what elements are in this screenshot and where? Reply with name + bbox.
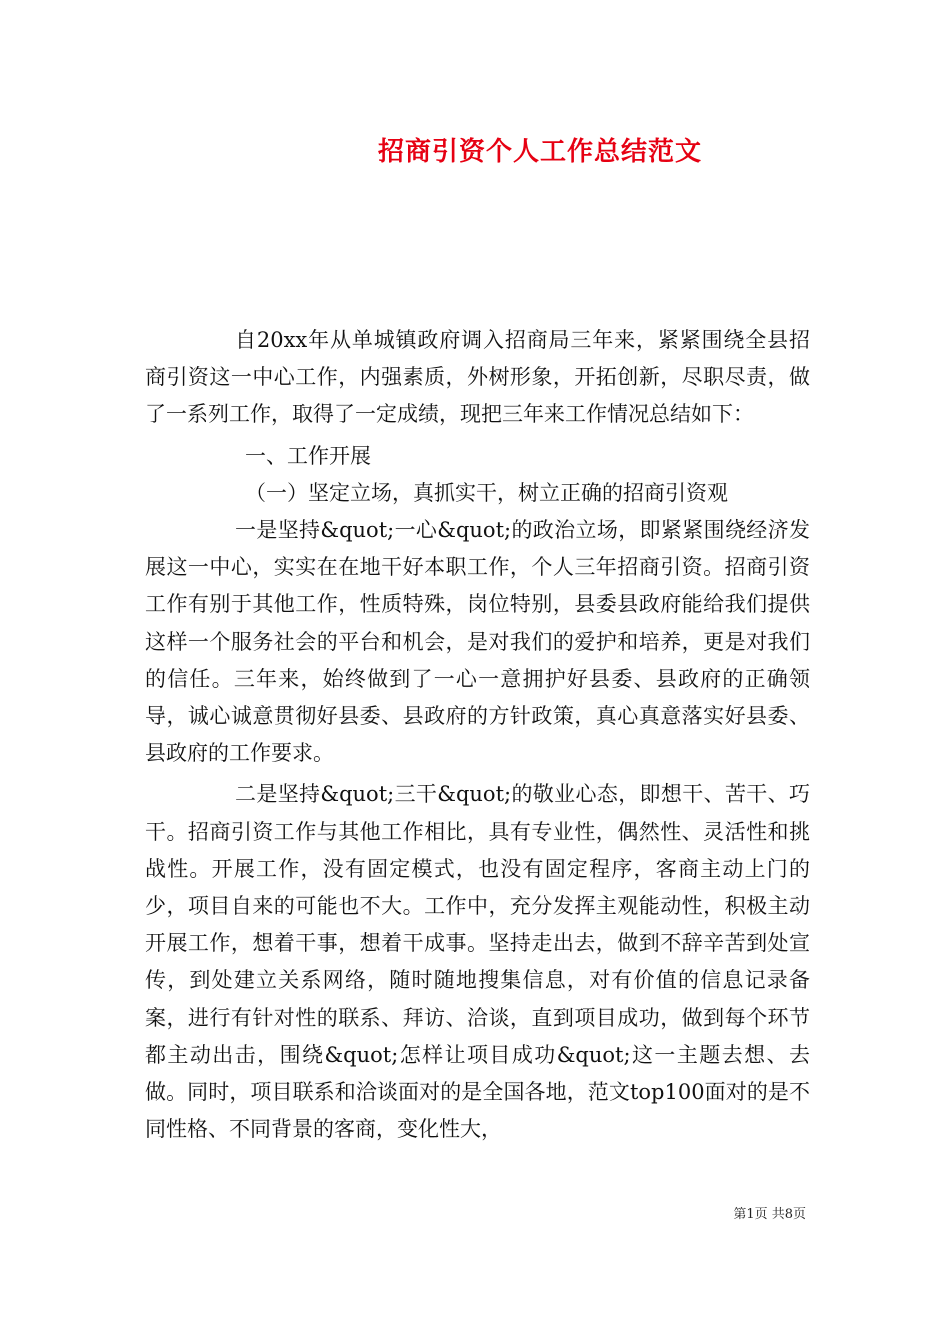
page-number-footer: 第1页 共8页 xyxy=(733,1207,806,1222)
document-title: 招商引资个人工作总结范文 xyxy=(377,137,702,167)
paragraph-intro: 自20xx年从单城镇政府调入招商局三年来，紧紧围绕全县招商引资这一中心工作，内强素质，外树形象，开拓创新，尽职尽责，做了一系列工作，取得了一定成绩，现把三年来工作情况总结如下： xyxy=(145,328,810,427)
section-heading: 一、工作开展 xyxy=(245,443,371,468)
document-body xyxy=(145,322,810,1148)
paragraph-point-two: 二是坚持&quot;三干&quot;的敬业心态，即想干、苦干、巧干。招商引资工作与其他工作相比，具有专业性，偶然性、灵活性和挑战性。开展工作，没有固定模式，也没有固定程序，客商主动上门的少，项目自来的可能也不大。工作中，充分发挥主观能动性，积极主动开展工作，想着干事，想着干成事。坚持走出去，做到不辞辛苦到处宣传，到处建立关系网络，随时随地搜集信息，对有价值的信息记录备案，进行有针对性的联系、拜访、洽谈，直到项目成功，做到每个环节都主动出击，围绕&quot;怎样让项目成功&quot;这一主题去想、去做。同时，项目联系和洽谈面对的是全国各地，范文top100面对的是不同性格、不同背景的客商，变化性大， xyxy=(145,782,810,1142)
subsection-heading: （一）坚定立场，真抓实干，树立正确的招商引资观 xyxy=(245,480,728,505)
paragraph-point-one: 一是坚持&quot;一心&quot;的政治立场，即紧紧围绕经济发展这一中心，实实在在地干好本职工作，个人三年招商引资。招商引资工作有别于其他工作，性质特殊，岗位特别，县委县政府能给我们提供这样一个服务社会的平台和机会，是对我们的爱护和培养，更是对我们的信任。三年来，始终做到了一心一意拥护好县委、县政府的正确领导，诚心诚意贯彻好县委、县政府的方针政策，真心真意落实好县委、县政府的工作要求。 xyxy=(145,518,810,766)
